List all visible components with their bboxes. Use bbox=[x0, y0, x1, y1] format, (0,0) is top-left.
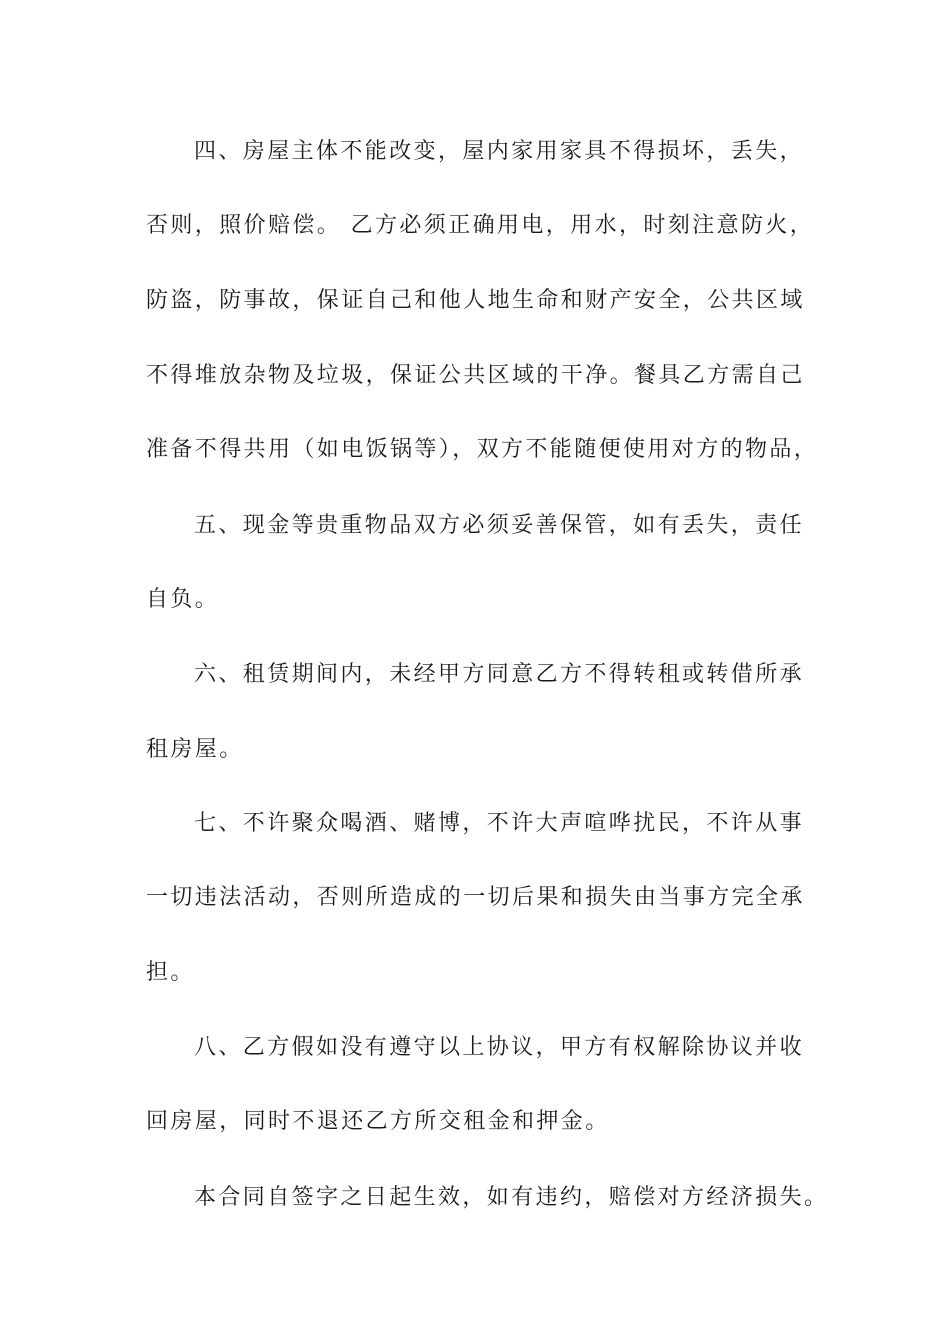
clause-7-line-1: 七、不许聚众喝酒、赌博，不许大声喧哗扰民，不许从事 bbox=[194, 811, 805, 836]
clause-8-line-2: 回房屋，同时不退还乙方所交租金和押金。 bbox=[146, 1109, 610, 1134]
clause-6-line-1: 六、租赁期间内，未经甲方同意乙方不得转租或转借所承 bbox=[194, 662, 805, 687]
clause-4-line-2: 否则，照价赔偿。 乙方必须正确用电，用水，时刻注意防火， bbox=[146, 213, 815, 238]
clause-5-line-1: 五、现金等贵重物品双方必须妥善保管，如有丢失，责任 bbox=[194, 513, 805, 538]
clause-4-line-4: 不得堆放杂物及垃圾，保证公共区域的干净。餐具乙方需自己 bbox=[146, 363, 805, 388]
clause-4-line-1: 四、房屋主体不能改变，屋内家用家具不得损坏，丢失， bbox=[194, 139, 805, 164]
clause-4-line-5: 准备不得共用（如电饭锅等），双方不能随便使用对方的物品， bbox=[146, 437, 819, 462]
clause-5-line-2: 自负。 bbox=[146, 587, 220, 612]
clause-4-line-3: 防盗，防事故，保证自己和他人地生命和财产安全，公共区域 bbox=[146, 288, 805, 313]
clause-7-line-2: 一切违法活动，否则所造成的一切后果和损失由当事方完全承 bbox=[146, 885, 805, 910]
clause-8-line-1: 八、乙方假如没有遵守以上协议，甲方有权解除协议并收 bbox=[194, 1035, 805, 1060]
clause-7-line-3: 担。 bbox=[146, 960, 195, 985]
effective-clause: 本合同自签字之日起生效，如有违约，赔偿对方经济损失。 bbox=[194, 1185, 829, 1210]
clause-6-line-2: 租房屋。 bbox=[146, 737, 244, 762]
